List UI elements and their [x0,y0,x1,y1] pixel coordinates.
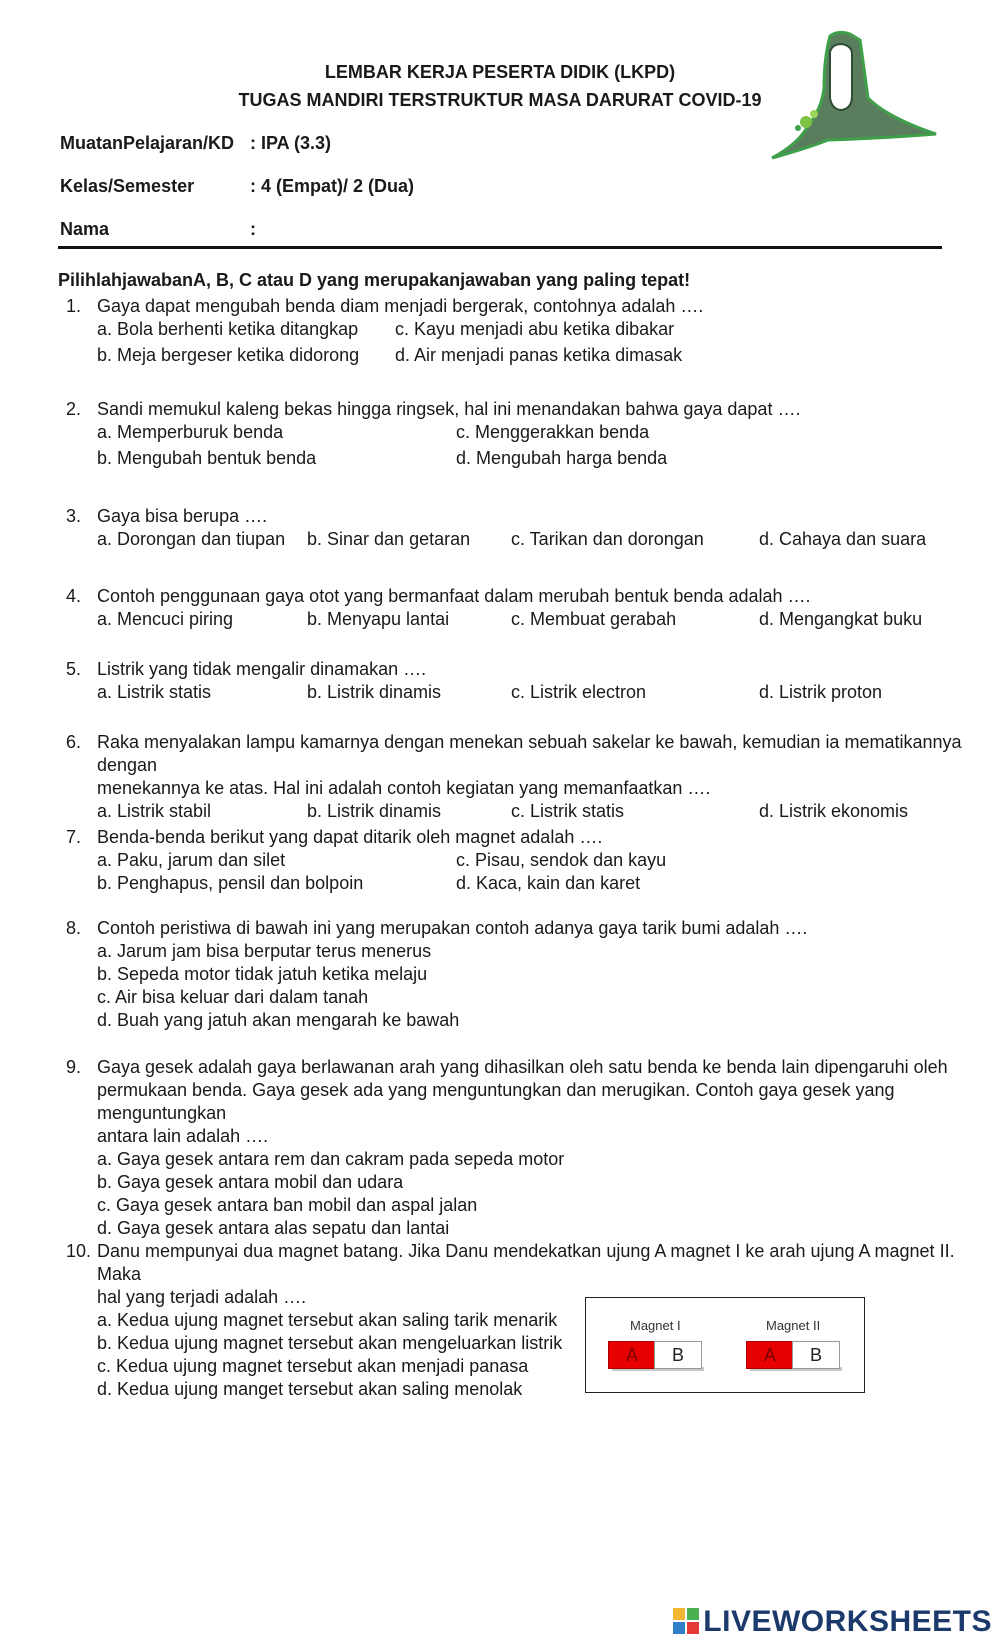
option-d[interactable]: d. Cahaya dan suara [759,529,927,549]
option-a[interactable]: a. Dorongan dan tiupan [97,529,286,549]
magnet-1-pole-b: B [654,1341,702,1369]
question-stem-line-1: Raka menyalakan lampu kamarnya dengan menekan sebuah sakelar ke bawah, kemudian ia mematikannya dengan [97,732,962,775]
option-d[interactable]: d. Kaca, kain dan karet [456,873,641,893]
name-field[interactable]: : [250,219,256,239]
worksheet-title: LEMBAR KERJA PESERTA DIDIK (LKPD) [324,62,676,82]
option-d[interactable]: d. Mengangkat buku [759,609,923,629]
option-c[interactable]: c. Listrik electron [511,682,647,702]
school-logo-icon [768,28,938,168]
option-d[interactable]: d. Mengubah harga benda [456,448,668,468]
question-stem-line-2: hal yang terjadi adalah …. [97,1287,307,1307]
option-b[interactable]: b. Gaya gesek antara mobil dan udara [97,1172,404,1192]
option-a[interactable]: a. Memperburuk benda [97,422,284,442]
magnet-2-pole-b: B [792,1341,840,1369]
option-c[interactable]: c. Kayu menjadi abu ketika dibakar [395,319,675,339]
question-5 [66,658,966,707]
option-c[interactable]: c. Listrik statis [511,801,625,821]
question-stem: Contoh penggunaan gaya otot yang bermanfaat dalam merubah bentuk benda adalah …. [97,586,811,606]
name-label: Nama [60,219,110,239]
name-row [60,219,256,240]
question-3 [66,505,966,554]
option-b[interactable]: b. Menyapu lantai [307,609,450,629]
question-number: 10. [66,1241,92,1261]
header-divider [58,246,942,249]
question-4 [66,585,966,634]
option-b[interactable]: b. Sinar dan getaran [307,529,471,549]
question-stem-line-1: Gaya gesek adalah gaya berlawanan arah yang dihasilkan oleh satu benda ke benda lain dipengaruhi oleh [97,1057,948,1077]
class-label: Kelas/Semester [60,176,195,196]
option-a[interactable]: a. Listrik stabil [97,801,212,821]
magnet-1 [608,1341,704,1371]
subject-row [60,133,332,154]
option-a[interactable]: a. Kedua ujung magnet tersebut akan saling tarik menarik [97,1310,558,1330]
liveworksheets-logo-icon [673,1608,699,1634]
magnet-1-pole-a: A [608,1341,656,1369]
question-stem: Benda-benda berikut yang dapat ditarik oleh magnet adalah …. [97,827,603,847]
magnet-figure [585,1297,865,1393]
question-number: 1. [66,296,82,316]
question-number: 4. [66,586,82,606]
option-a[interactable]: a. Bola berhenti ketika ditangkap [97,319,359,339]
instruction-text: PilihlahjawabanA, B, C atau D yang merupakanjawaban yang paling tepat! [58,270,691,290]
option-b[interactable]: b. Sepeda motor tidak jatuh ketika melaju [97,964,428,984]
option-b[interactable]: b. Listrik dinamis [307,682,442,702]
question-number: 6. [66,732,82,752]
question-stem: Gaya dapat mengubah benda diam menjadi bergerak, contohnya adalah …. [97,296,704,316]
question-8 [66,917,966,1032]
question-stem-line-2: menekannya ke atas. Hal ini adalah contoh kegiatan yang memanfaatkan …. [97,778,711,798]
option-c[interactable]: c. Membuat gerabah [511,609,677,629]
question-stem-line-3: antara lain adalah …. [97,1126,269,1146]
option-a[interactable]: a. Listrik statis [97,682,212,702]
question-number: 5. [66,659,82,679]
question-number: 7. [66,827,82,847]
magnet-2-label: Magnet II [766,1318,821,1333]
option-a[interactable]: a. Paku, jarum dan silet [97,850,286,870]
option-a[interactable]: a. Gaya gesek antara rem dan cakram pada sepeda motor [97,1149,565,1169]
class-value: : 4 (Empat)/ 2 (Dua) [250,176,415,196]
question-number: 3. [66,506,82,526]
question-number: 2. [66,399,82,419]
question-number: 9. [66,1057,82,1077]
question-7 [66,826,966,895]
option-d[interactable]: d. Kedua ujung manget tersebut akan saling menolak [97,1379,523,1399]
question-number: 8. [66,918,82,938]
magnet-2-pole-a: A [746,1341,794,1369]
question-stem: Listrik yang tidak mengalir dinamakan …. [97,659,427,679]
option-c[interactable]: c. Air bisa keluar dari dalam tanah [97,987,369,1007]
option-c[interactable]: c. Kedua ujung magnet tersebut akan menjadi panasa [97,1356,529,1376]
option-c[interactable]: c. Tarikan dan dorongan [511,529,704,549]
question-9 [66,1056,966,1240]
option-a[interactable]: a. Jarum jam bisa berputar terus menerus [97,941,432,961]
option-d[interactable]: d. Listrik proton [759,682,883,702]
question-2 [66,398,966,473]
option-b[interactable]: b. Listrik dinamis [307,801,442,821]
option-d[interactable]: d. Air menjadi panas ketika dimasak [395,345,683,365]
option-b[interactable]: b. Penghapus, pensil dan bolpoin [97,873,364,893]
subject-value: : IPA (3.3) [250,133,332,153]
question-1 [66,295,966,370]
magnet-1-label: Magnet I [630,1318,681,1333]
option-a[interactable]: a. Mencuci piring [97,609,234,629]
option-c[interactable]: c. Pisau, sendok dan kayu [456,850,667,870]
worksheet-subtitle: TUGAS MANDIRI TERSTRUKTUR MASA DARURAT COVID-19 [238,90,762,110]
question-stem-line-2: permukaan benda. Gaya gesek ada yang menguntungkan dan merugikan. Contoh gaya gesek yang menguntungkan [97,1080,895,1123]
class-row [60,176,415,197]
brand-text: LIVEWORKSHEETS [703,1605,992,1638]
subject-label: MuatanPelajaran/KD [60,133,235,153]
question-stem-line-1: Danu mempunyai dua magnet batang. Jika Danu mendekatkan ujung A magnet I ke arah ujung A magnet II. Maka [97,1241,955,1284]
option-d[interactable]: d. Buah yang jatuh akan mengarah ke bawah [97,1010,460,1030]
option-c[interactable]: c. Gaya gesek antara ban mobil dan aspal jalan [97,1195,478,1215]
magnet-2 [746,1341,842,1371]
question-stem: Gaya bisa berupa …. [97,506,268,526]
question-6 [66,731,966,826]
option-b[interactable]: b. Meja bergeser ketika didorong [97,345,360,365]
liveworksheets-brand[interactable] [673,1605,992,1639]
option-c[interactable]: c. Menggerakkan benda [456,422,650,442]
option-d[interactable]: d. Gaya gesek antara alas sepatu dan lantai [97,1218,450,1238]
option-b[interactable]: b. Mengubah bentuk benda [97,448,317,468]
option-b[interactable]: b. Kedua ujung magnet tersebut akan mengeluarkan listrik [97,1333,563,1353]
option-d[interactable]: d. Listrik ekonomis [759,801,909,821]
question-stem: Sandi memukul kaleng bekas hingga ringsek, hal ini menandakan bahwa gaya dapat …. [97,399,801,419]
question-stem: Contoh peristiwa di bawah ini yang merupakan contoh adanya gaya tarik bumi adalah …. [97,918,808,938]
